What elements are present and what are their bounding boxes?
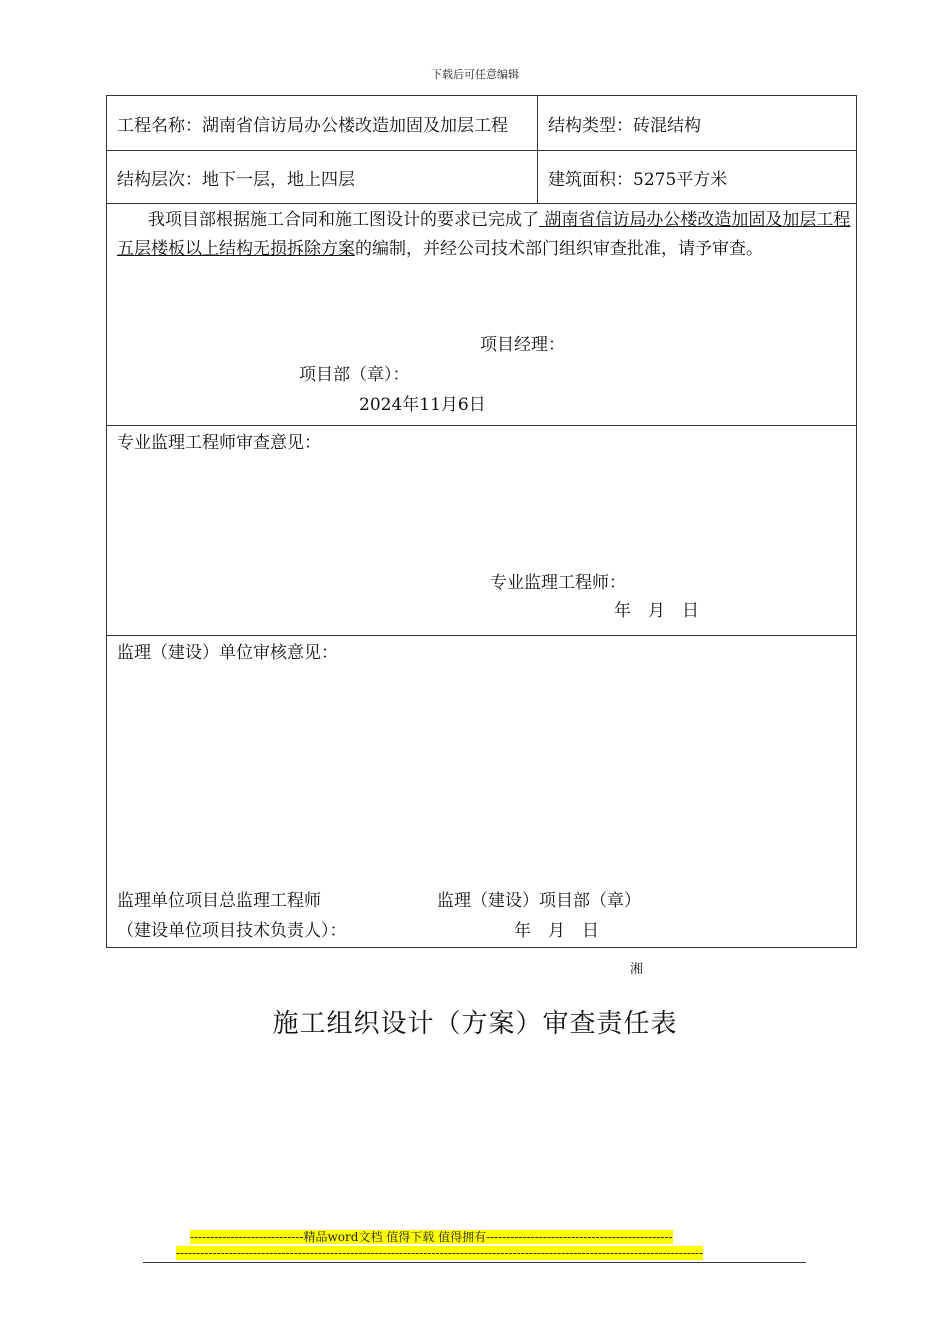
chief-supervisor-label: 监理单位项目总监理工程师 [117, 891, 321, 911]
owner-tech-lead-label: （建设单位项目技术负责人）： [117, 921, 347, 941]
project-manager-label: 项目经理： [480, 335, 565, 355]
application-plan-name: 湖南省信访局办公楼改造加固及加层工程五层楼板以上结构无损拆除方案 [117, 210, 851, 259]
footer-banner-line-1: ----------------------------精品word文档 值得下载 值得拥有---------------------------------------------- [190, 1230, 673, 1244]
structure-type-cell: 结构类型：砖混结构 [548, 115, 701, 136]
supervisor-date-label: 年 月 日 [614, 601, 699, 621]
supervisor-signature-label: 专业监理工程师： [490, 573, 626, 593]
header-note: 下载后可任意编辑 [431, 68, 519, 81]
footer-banner-line-2: ---------------------------------------------------------------------------------------------------------------------------------- [176, 1246, 704, 1260]
structure-levels-cell: 结构层次：地下一层，地上四层 [107, 151, 538, 203]
project-name-cell: 工程名称：湖南省信访局办公楼改造加固及加层工程 [107, 96, 538, 150]
supervisor-review-heading: 专业监理工程师审查意见： [117, 433, 321, 453]
application-date: 2024年11月6日 [359, 395, 486, 415]
unit-dept-seal-label: 监理（建设）项目部（章） [437, 891, 641, 911]
supervisor-review-section [107, 426, 856, 636]
unit-review-heading: 监理（建设）单位审核意见： [117, 643, 338, 663]
footer-divider [143, 1262, 806, 1263]
row-project-info [107, 96, 856, 151]
row-structure-info [107, 151, 856, 204]
application-paragraph [117, 206, 852, 264]
review-form-table [106, 95, 857, 948]
application-text-after: 的编制，并经公司技术部门组织审查批准，请予审查。 [355, 239, 763, 259]
unit-date-label: 年 月 日 [514, 921, 599, 941]
application-section [107, 204, 856, 426]
unit-review-section [107, 636, 856, 948]
page-title: 施工组织设计（方案）审查责任表 [272, 1009, 678, 1039]
application-text-before: 我项目部根据施工合同和施工图设计的要求已完成了 [148, 210, 539, 230]
building-area-cell: 建筑面积：5275平方米 [548, 169, 728, 190]
watermark-text: 湘 [630, 962, 644, 977]
project-dept-seal-label: 项目部（章）： [299, 365, 410, 385]
